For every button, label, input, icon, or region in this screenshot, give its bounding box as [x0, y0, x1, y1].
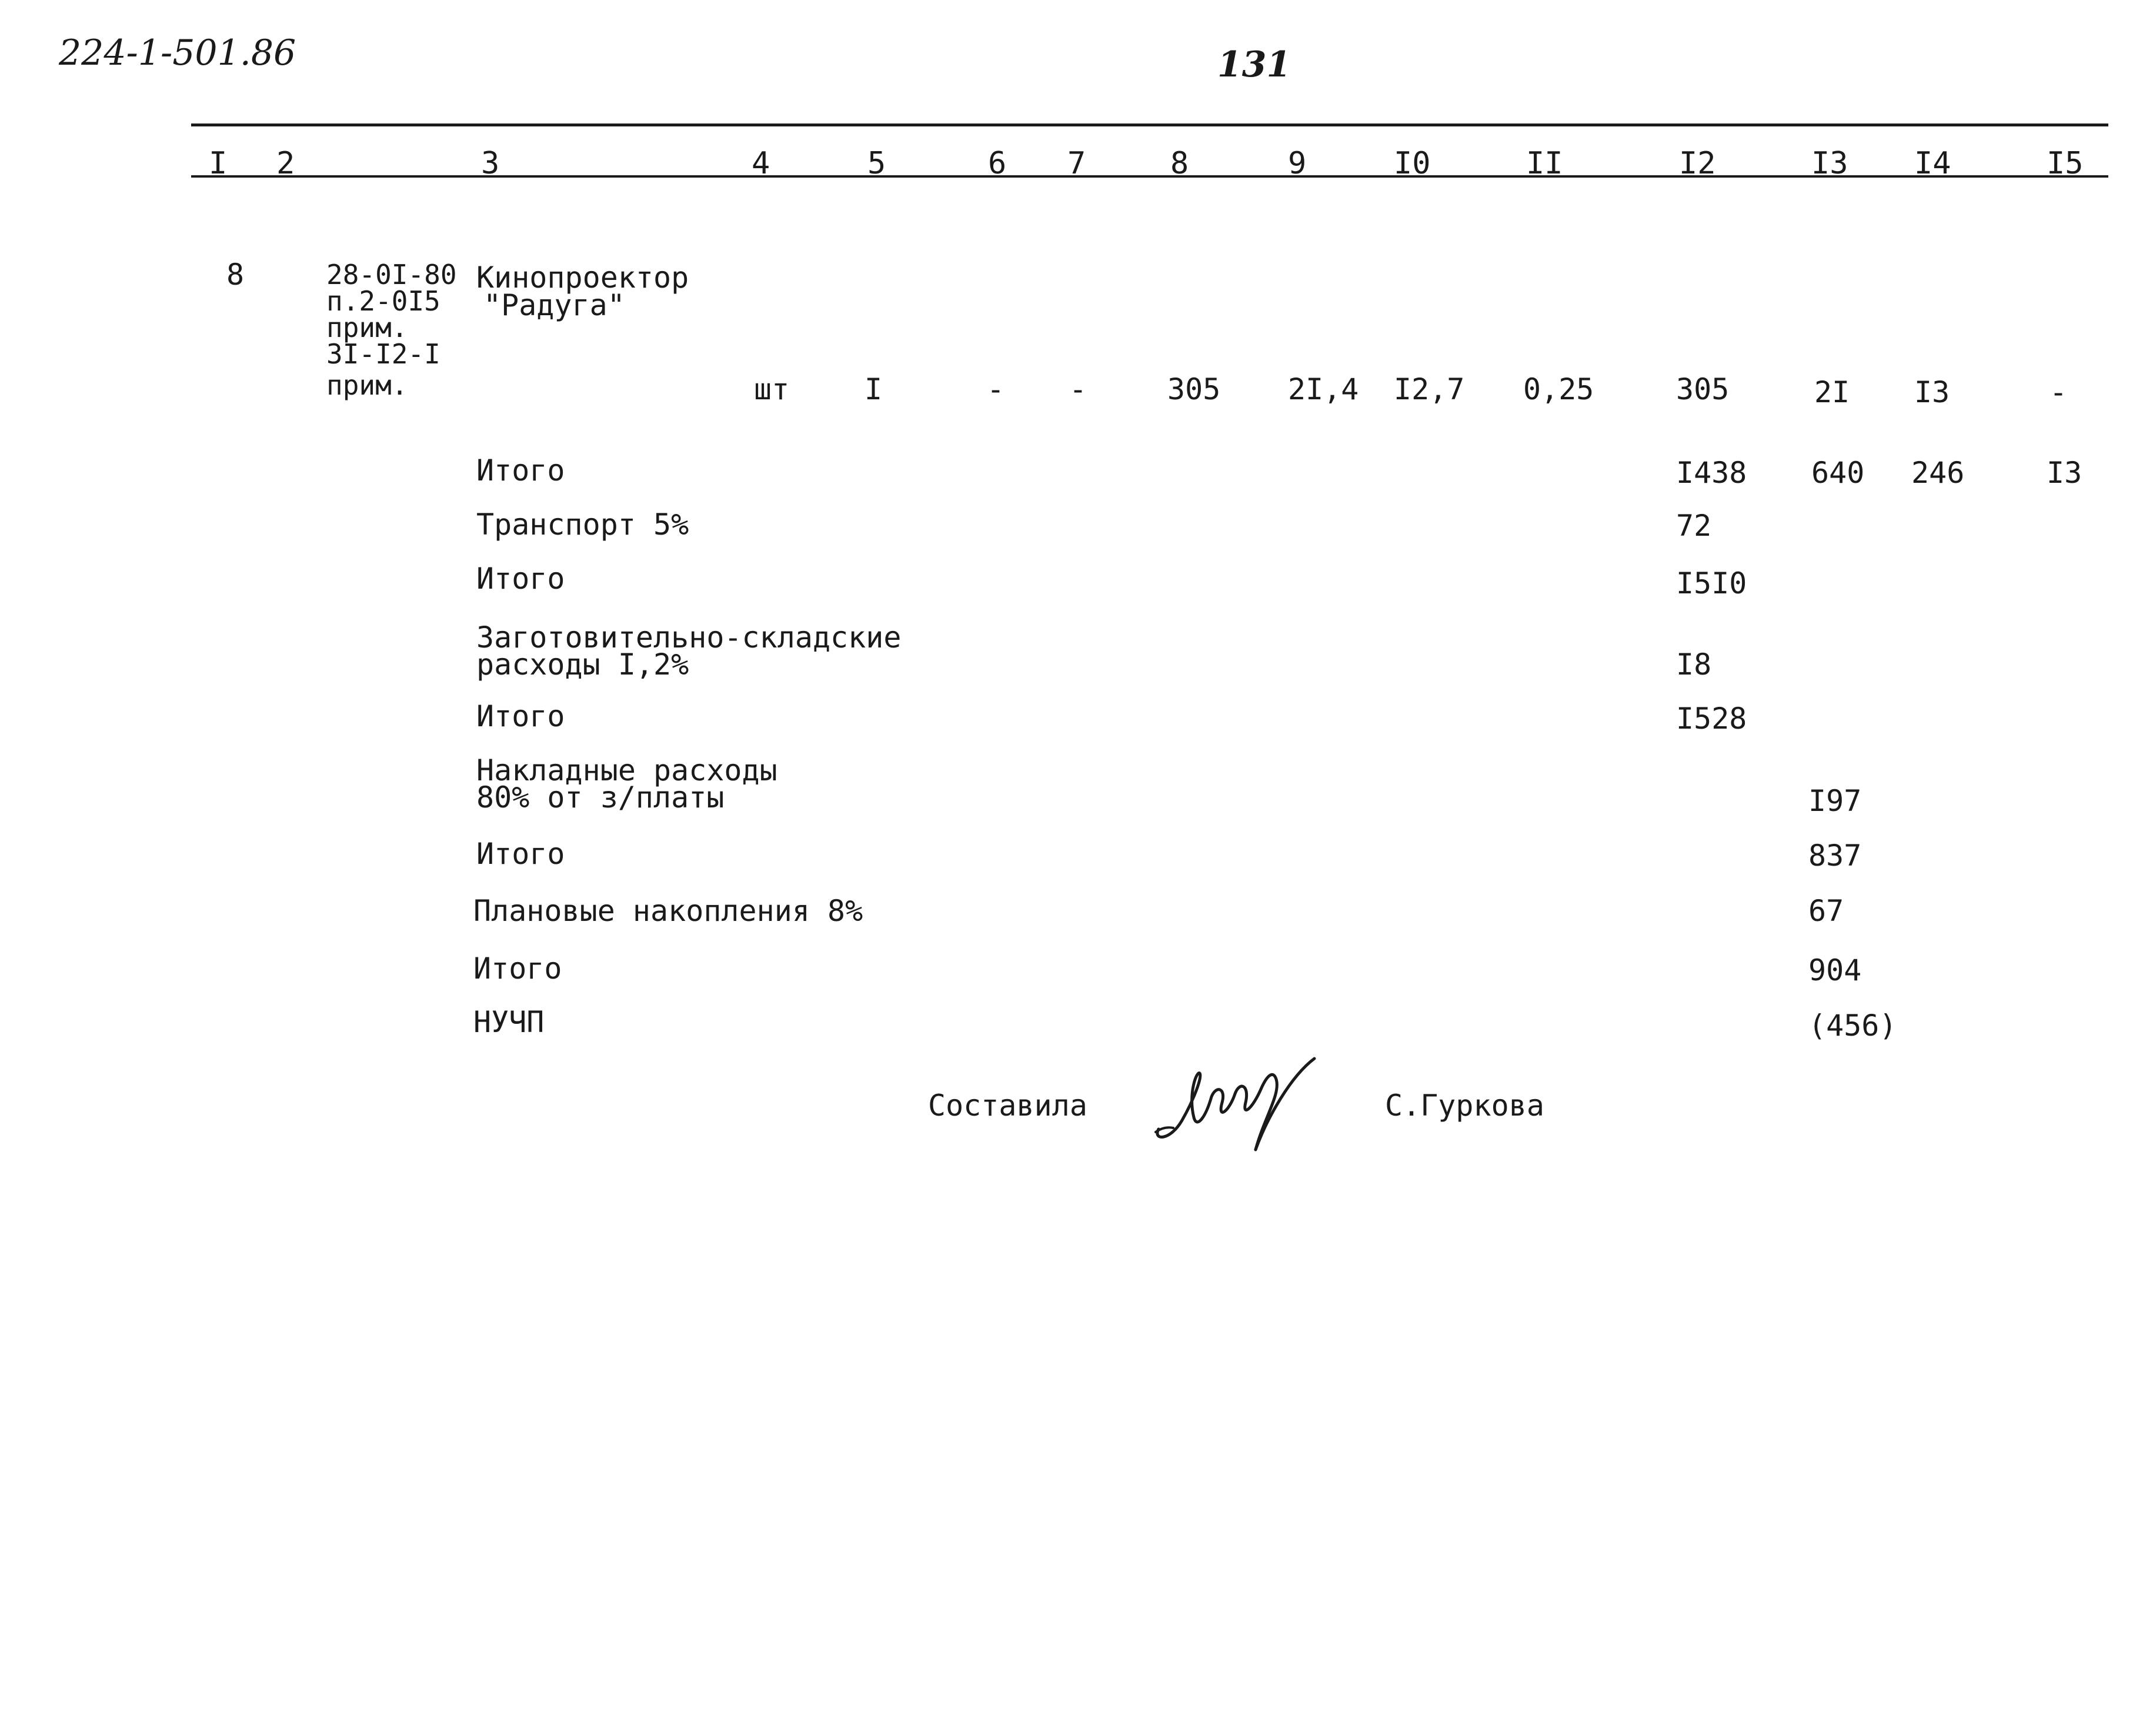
item-col-9: 2I,4 [1288, 372, 1359, 406]
summary-value: 246 [1911, 456, 1965, 490]
column-header-1: I [209, 146, 228, 181]
summary-value: 640 [1811, 456, 1865, 490]
column-header-13: I3 [1811, 146, 1848, 181]
column-header-10: I0 [1394, 146, 1431, 181]
column-header-3: 3 [481, 146, 500, 181]
column-header-14: I4 [1914, 146, 1951, 181]
item-ref-line: 28-0I-80 [326, 259, 457, 291]
item-ref-line: прим. [326, 312, 408, 343]
column-header-6: 6 [988, 146, 1007, 181]
summary-label: Итого [476, 699, 565, 733]
summary-value: 837 [1808, 839, 1862, 873]
column-header-5: 5 [867, 146, 886, 181]
column-header-11: II [1526, 146, 1563, 181]
item-col-15: - [2049, 375, 2068, 409]
column-header-2: 2 [276, 146, 295, 181]
summary-value: I438 [1676, 456, 1747, 490]
item-name-line: Кинопроектор [476, 261, 689, 295]
column-header-4: 4 [752, 146, 770, 181]
column-header-9: 9 [1288, 146, 1307, 181]
item-name-line: "Радуга" [483, 288, 625, 322]
summary-label: НУЧП [473, 1005, 545, 1039]
summary-label: Плановые накопления 8% [473, 894, 863, 928]
summary-label: Итого [476, 837, 565, 871]
summary-label: Итого [476, 562, 565, 596]
summary-value: I5I0 [1676, 566, 1747, 600]
item-col-14: I3 [1914, 375, 1950, 409]
summary-label: 80% от з/платы [476, 780, 725, 814]
summary-value: (456) [1808, 1009, 1897, 1043]
summary-label: Итого [476, 453, 565, 488]
summary-label: Транспорт 5% [476, 508, 689, 542]
summary-value: 904 [1808, 953, 1862, 987]
column-header-12: I2 [1679, 146, 1716, 181]
header-rule-top [191, 123, 2108, 126]
column-header-15: I5 [2047, 146, 2084, 181]
summary-value: I97 [1808, 784, 1862, 818]
item-ref-line: п.2-0I5 [326, 285, 440, 317]
page-number: 131 [1217, 44, 1291, 85]
item-col-8: 305 [1167, 372, 1221, 406]
summary-value: 72 [1676, 509, 1712, 543]
item-ref-line: прим. [326, 369, 408, 401]
summary-label: Итого [473, 952, 562, 986]
item-col-12: 305 [1676, 372, 1730, 406]
document-number: 224-1-501.86 [59, 32, 296, 74]
item-col-10: I2,7 [1394, 372, 1465, 406]
item-col-11: 0,25 [1523, 372, 1594, 406]
summary-label: расходы I,2% [476, 647, 689, 682]
item-number: 8 [226, 258, 245, 292]
compiled-by-label: Составила [928, 1089, 1087, 1123]
summary-label: Заготовительно-складские [476, 620, 902, 655]
summary-value: I3 [2047, 456, 2082, 490]
item-qty: I [864, 372, 883, 406]
item-unit: шт [754, 372, 790, 406]
item-ref-line: 3I-I2-I [326, 338, 440, 370]
summary-value: I528 [1676, 702, 1747, 736]
item-col-6: - [987, 372, 1005, 406]
item-col-7: - [1069, 372, 1087, 406]
handwritten-signature [1147, 1053, 1317, 1153]
column-header-7: 7 [1067, 146, 1086, 181]
summary-value: I8 [1676, 647, 1712, 682]
compiler-name: С.Гуркова [1385, 1089, 1544, 1123]
item-col-13: 2I [1814, 375, 1850, 409]
summary-value: 67 [1808, 894, 1844, 928]
column-header-8: 8 [1170, 146, 1189, 181]
summary-label: Накладные расходы [476, 753, 777, 787]
